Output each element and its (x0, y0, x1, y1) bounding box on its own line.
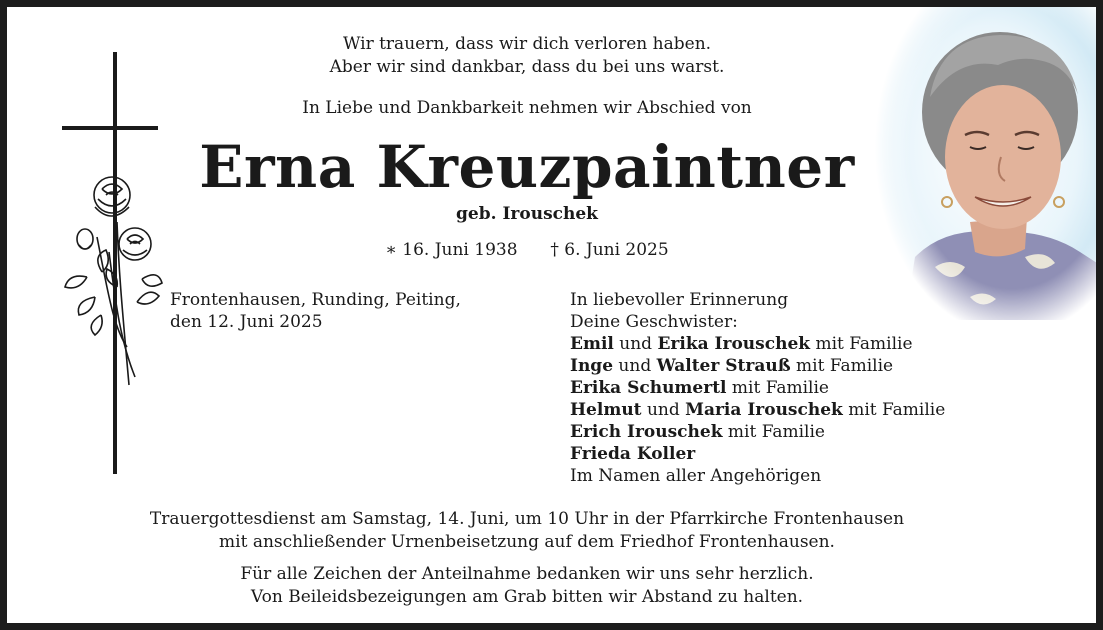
born-date: 16. Juni 1938 (402, 240, 518, 260)
header-line-2: Aber wir sind dankbar, dass du bei uns warst. (329, 57, 725, 77)
mourner-name: Helmut (570, 400, 642, 420)
mourner-entry (570, 333, 945, 355)
thanks-line-2: Von Beileidsbezeigungen am Grab bitten wir Abstand zu halten. (250, 587, 804, 607)
place-date-block (170, 289, 461, 333)
mourner-name: Erich Irouschek (570, 422, 723, 442)
mourner-name: Erika Irouschek (657, 334, 811, 354)
service-line-1: Trauergottesdienst am Samstag, 14. Juni, um 10 Uhr in der Pfarrkirche Frontenhausen (149, 509, 905, 529)
mourner-name: Inge (570, 356, 614, 376)
mourner-entry (570, 421, 945, 443)
mourners-intro-2: Deine Geschwister: (570, 312, 738, 332)
date: den 12. Juni 2025 (170, 312, 323, 332)
born-symbol: ∗ (385, 240, 397, 260)
mourner-suffix: mit Familie (731, 378, 829, 398)
service-line-2: mit anschließender Urnenbeisetzung auf dem Friedhof Frontenhausen. (219, 532, 835, 552)
mourner-suffix: mit Familie (848, 400, 946, 420)
mourner-and: und (618, 356, 652, 376)
mourner-entry (570, 443, 945, 465)
mourners-block (570, 289, 945, 487)
mourner-name: Walter Strauß (656, 356, 791, 376)
mourner-entry (570, 377, 945, 399)
mourners-intro-1: In liebevoller Erinnerung (570, 290, 789, 310)
died-symbol: † (550, 240, 559, 260)
thanks-line-1: Für alle Zeichen der Anteilnahme bedanken wir uns sehr herzlich. (240, 564, 814, 584)
died-date: 6. Juni 2025 (564, 240, 669, 260)
intro-line: In Liebe und Dankbarkeit nehmen wir Abschied von (302, 98, 752, 118)
mourner-and: und (646, 400, 680, 420)
mourner-name: Frieda Koller (570, 444, 696, 464)
dates-line (7, 239, 1047, 261)
mourner-entry (570, 399, 945, 421)
mourner-name: Maria Irouschek (685, 400, 843, 420)
birth-name: geb. Irouschek (456, 204, 598, 224)
mourner-and: und (619, 334, 653, 354)
mourner-suffix: mit Familie (727, 422, 825, 442)
mourner-suffix: mit Familie (815, 334, 913, 354)
mourner-name: Emil (570, 334, 614, 354)
places: Frontenhausen, Runding, Peiting, (170, 290, 461, 310)
deceased-name: Erna Kreuzpaintner (199, 133, 855, 201)
header-line-1: Wir trauern, dass wir dich verloren haben. (342, 34, 712, 54)
mourner-name: Erika Schumertl (570, 378, 727, 398)
mourner-entry (570, 355, 945, 377)
mourners-closing: Im Namen aller Angehörigen (570, 466, 822, 486)
mourner-suffix: mit Familie (796, 356, 894, 376)
